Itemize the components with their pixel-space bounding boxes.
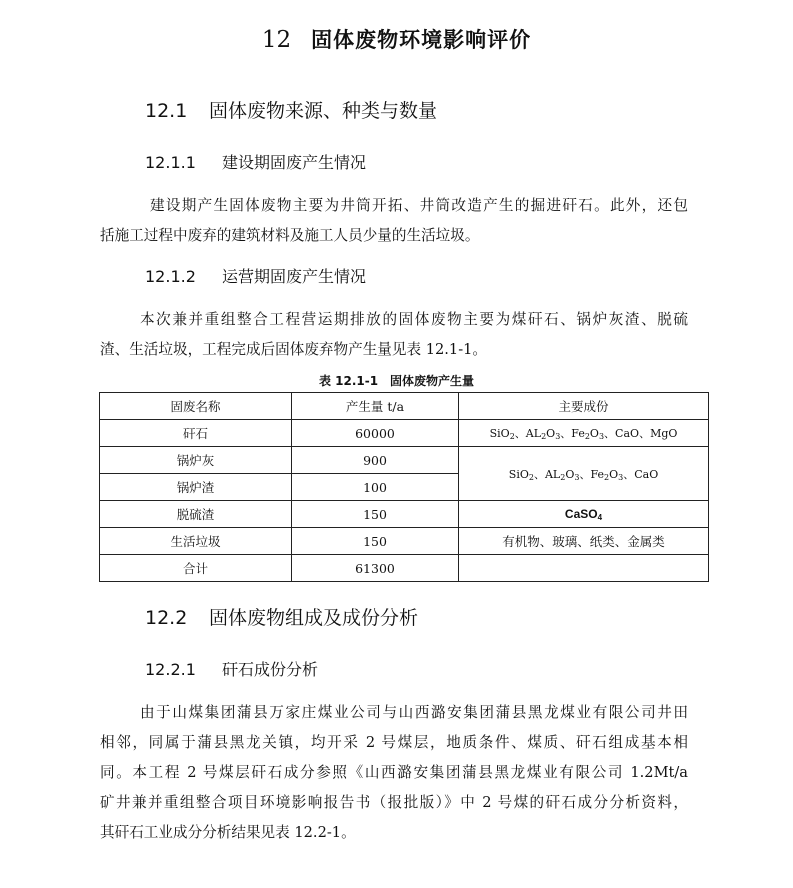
paragraph-construction-waste [100,191,688,251]
subsection-number: 12.1.2 [145,267,196,286]
subsection-title: 建设期固废产生情况 [222,153,367,172]
solid-waste-table [99,392,709,582]
waste-name-cell: 脱硫渣 [100,501,292,528]
table-row [100,447,709,474]
table-row [100,501,709,528]
paragraph-line: 渣、生活垃圾，工程完成后固体废弃物产生量见表 12.1-1。 [100,341,488,358]
subsection-heading-12-1-2 [145,264,366,287]
table-caption: 表 12.1-1 固体废物产生量 [318,374,475,388]
chapter-number: 12 [261,27,292,53]
header-cell: 产生量 t/a [292,393,459,420]
composition-cell: 有机物、玻璃、纸类、金属类 [459,528,709,555]
composition-cell: SiO$_2$、$AL_2O_3$、$Fe_2O_3$、CaO [459,447,709,501]
section-heading-12-2 [145,603,418,630]
amount-cell: 61300 [292,555,459,582]
section-number: 12.1 [145,100,188,122]
composition-cell: SiO$_2$、$AL_2O_3$、$Fe_2O_3$、CaO、MgO [459,420,709,447]
section-number: 12.2 [145,607,188,629]
paragraph-line: 建设期产生固体废物主要为井筒开拓、井筒改造产生的掘进矸石。此外，还包 [150,197,688,214]
waste-name-cell: 生活垃圾 [100,528,292,555]
amount-cell: 60000 [292,420,459,447]
amount-cell: 100 [292,474,459,501]
paragraph-line: 本次兼并重组整合工程营运期排放的固体废物主要为煤矸石、锅炉灰渣、脱硫 [140,311,688,328]
subsection-title: 运营期固废产生情况 [222,267,367,286]
amount-cell: 150 [292,528,459,555]
waste-name-cell: 锅炉灰 [100,447,292,474]
paragraph-line: 其矸石工业成分分析结果见表 12.2-1。 [100,824,356,841]
section-title: 固体废物来源、种类与数量 [209,100,438,122]
header-cell: 固废名称 [100,393,292,420]
paragraph-operation-waste [100,305,688,365]
subsection-heading-12-2-1 [145,657,318,680]
paragraph-gangue-analysis [100,698,688,848]
composition-cell [459,555,709,582]
waste-name-cell: 矸石 [100,420,292,447]
subsection-heading-12-1-1 [145,150,366,173]
table-header-row [100,393,709,420]
paragraph-line: 矿井兼并重组整合项目环境影响报告书（报批版）》中 2 号煤的矸石成分分析资料， [100,794,688,811]
table-row [100,420,709,447]
paragraph-line: 相邻，同属于蒲县黑龙关镇，均开采 2 号煤层，地质条件、煤质、矸石组成基本相 [100,734,688,751]
chapter-heading [0,24,793,54]
paragraph-line: 括施工过程中废弃的建筑材料及施工人员少量的生活垃圾。 [100,227,480,244]
header-cell: 主要成份 [459,393,709,420]
subsection-number: 12.1.1 [145,153,196,172]
waste-name-cell: 锅炉渣 [100,474,292,501]
chapter-title: 固体废物环境影响评价 [311,28,532,52]
paragraph-line: 由于山煤集团蒲县万家庄煤业公司与山西潞安集团蒲县黑龙煤业有限公司井田 [140,704,688,721]
paragraph-line: 同。本工程 2 号煤层矸石成分参照《山西潞安集团蒲县黑龙煤业有限公司 1.2Mt/a [100,764,688,781]
amount-cell: 900 [292,447,459,474]
table-row [100,528,709,555]
amount-cell: 150 [292,501,459,528]
composition-cell: CaSO$_4$ [459,501,709,528]
subsection-number: 12.2.1 [145,660,196,679]
waste-name-cell: 合计 [100,555,292,582]
subsection-title: 矸石成份分析 [222,660,319,679]
table-total-row [100,555,709,582]
section-heading-12-1 [145,96,437,123]
section-title: 固体废物组成及成份分析 [209,607,419,629]
